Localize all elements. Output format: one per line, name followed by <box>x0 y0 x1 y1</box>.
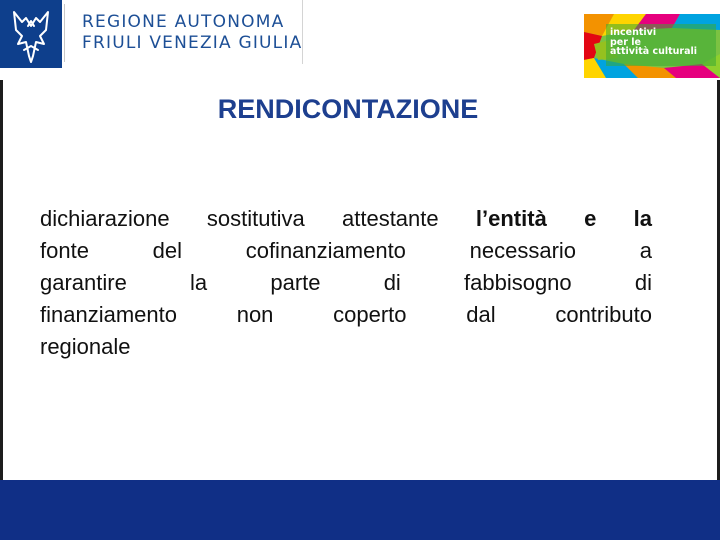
region-name-line2: FRIULI VENEZIA GIULIA <box>82 33 303 53</box>
frame-left-border <box>0 80 3 480</box>
body-word: necessario <box>469 238 577 263</box>
body-word: cofinanziamento <box>245 238 406 263</box>
body-line-2 <box>40 235 652 267</box>
badge-line1: incentivi <box>610 27 657 38</box>
body-line-4 <box>40 299 652 331</box>
body-word: di <box>634 270 652 295</box>
body-word-bold: la <box>633 206 652 231</box>
body-word: coperto <box>333 302 407 327</box>
body-word: parte <box>270 270 321 295</box>
body-word: dal <box>466 302 496 327</box>
footer-bar <box>0 480 720 540</box>
body-line-5 <box>40 331 652 363</box>
body-word: la <box>190 270 208 295</box>
cultural-incentives-badge <box>584 14 720 78</box>
logo-divider <box>64 4 65 62</box>
eagle-crest-icon <box>0 0 62 68</box>
header-separator <box>302 0 303 64</box>
body-word-bold: e <box>584 206 597 231</box>
badge-text <box>610 28 697 57</box>
body-word: dichiarazione <box>40 206 170 231</box>
body-word: fonte <box>40 238 89 263</box>
body-word: di <box>383 270 401 295</box>
body-word: sostitutiva <box>206 206 305 231</box>
region-name-line1: REGIONE AUTONOMA <box>82 12 285 32</box>
slide-title: RENDICONTAZIONE <box>217 94 479 124</box>
body-line-1 <box>40 203 652 235</box>
region-logo <box>0 0 62 68</box>
body-word: regionale <box>40 334 131 359</box>
body-word: attestante <box>342 206 439 231</box>
body-line-3 <box>40 267 652 299</box>
header <box>0 0 720 80</box>
body-word: del <box>152 238 182 263</box>
slide-body <box>40 203 652 363</box>
body-word: fabbisogno <box>464 270 572 295</box>
body-word: contributo <box>555 302 652 327</box>
body-word: a <box>639 238 652 263</box>
region-name <box>82 12 302 54</box>
body-word: finanziamento <box>40 302 177 327</box>
badge-line2: per le <box>610 36 641 48</box>
badge-line3: attività culturali <box>610 46 698 57</box>
body-word: garantire <box>40 270 127 295</box>
body-word: non <box>236 302 274 327</box>
body-word-bold: l’entità <box>475 206 547 231</box>
